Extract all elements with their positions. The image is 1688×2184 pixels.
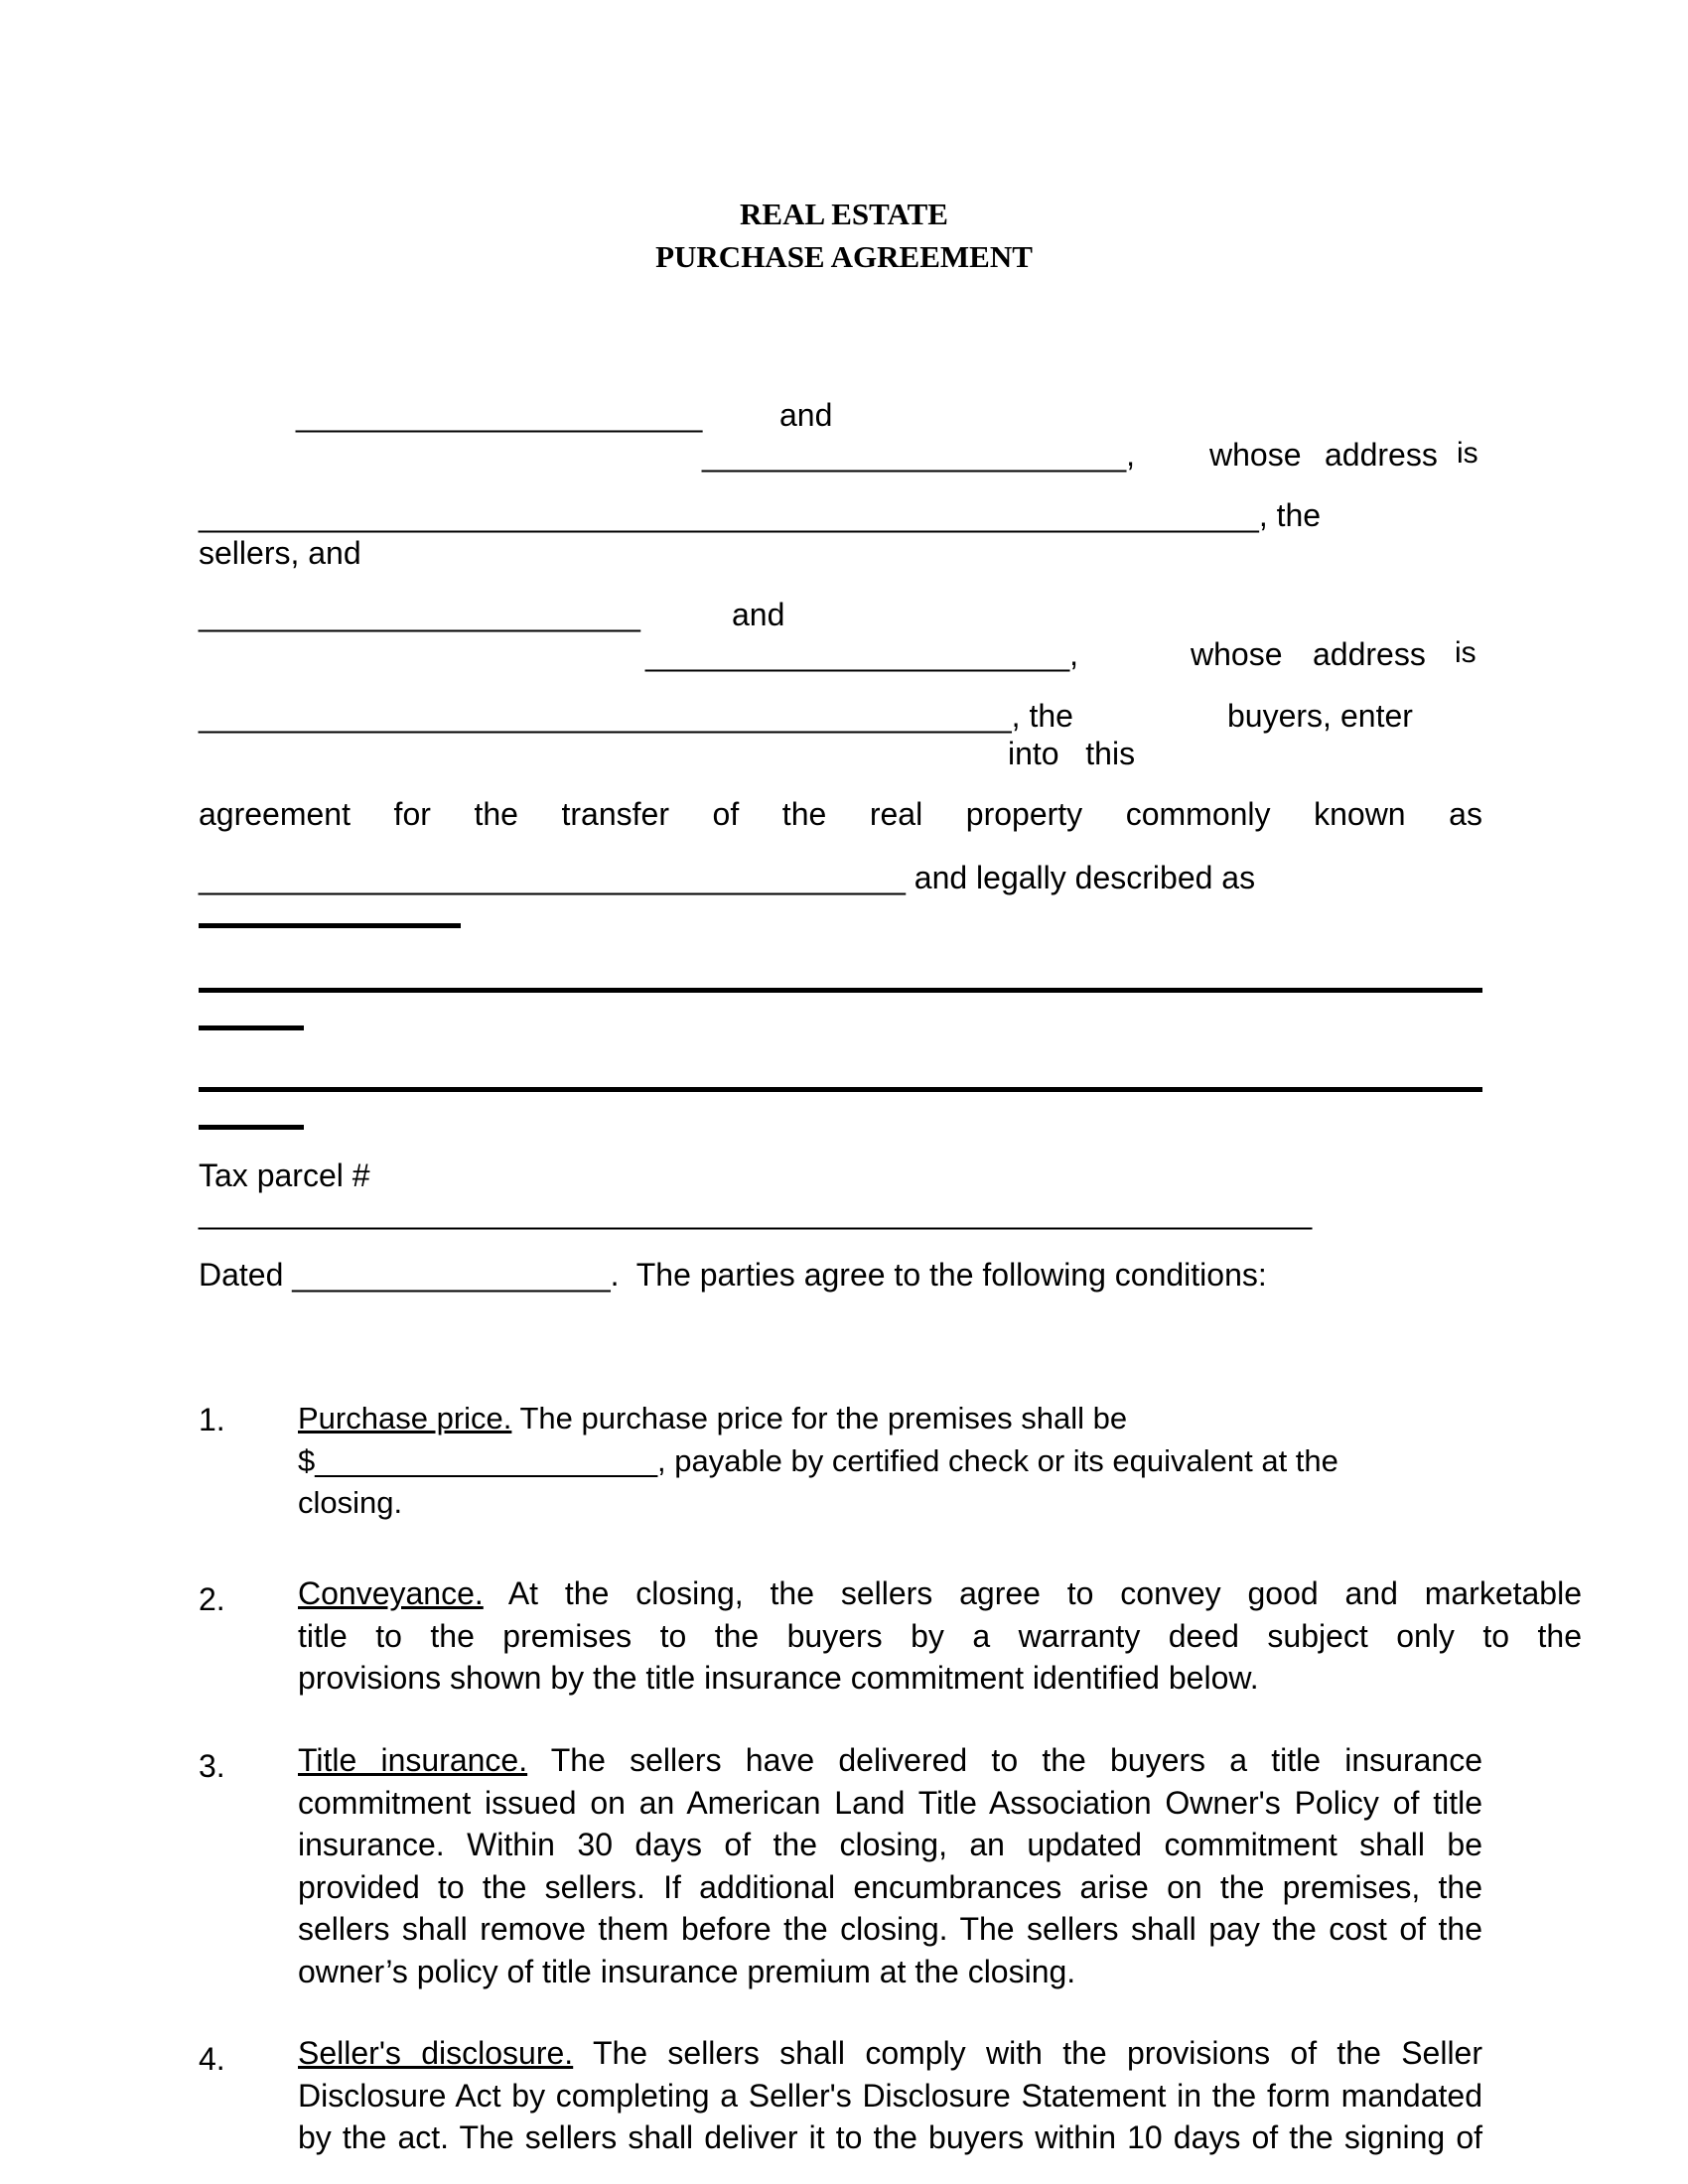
tax-parcel-label: Tax parcel # <box>199 1158 370 1193</box>
agreement-word: of <box>712 796 740 832</box>
condition-heading: Seller's disclosure. <box>298 2035 574 2071</box>
buyer-name-blank-1[interactable]: _________________________ <box>199 597 640 632</box>
into-this-text: into this <box>1008 736 1136 771</box>
condition-text: title to the premises to the buyers by a warranty deed subject only to the <box>298 1617 1582 1654</box>
agreement-word: transfer <box>561 796 669 832</box>
condition-conveyance <box>298 1572 1582 1700</box>
buyer-name-blank-2[interactable]: ________________________, <box>645 636 1079 672</box>
condition-text: The sellers have delivered to the buyers a title insurance <box>527 1742 1483 1778</box>
condition-heading: Conveyance. <box>298 1575 484 1611</box>
legal-description-blank-line[interactable] <box>199 1025 304 1030</box>
condition-text: by the act. The sellers shall deliver it to the buyers within 10 days of the signing of <box>298 2119 1482 2155</box>
agreement-word: agreement <box>199 796 351 832</box>
agreement-word: for <box>393 796 431 832</box>
condition-heading: Purchase price. <box>298 1401 512 1435</box>
condition-purchase-price <box>298 1396 1489 1523</box>
is-text-2: is <box>1455 636 1477 669</box>
condition-text: $____________________, payable by certified check or its equivalent at the <box>298 1442 1338 1478</box>
whose-text: whose <box>1209 437 1302 473</box>
agreement-word: real <box>869 796 923 832</box>
agreement-word: known <box>1314 796 1406 832</box>
condition-text: Disclosure Act by completing a Seller's Disclosure Statement in the form mandated <box>298 2077 1482 2114</box>
agreement-word: property <box>965 796 1083 832</box>
condition-number: 1. <box>199 1402 225 1437</box>
condition-text: commitment issued on an American Land Title Association Owner's Policy of title <box>298 1784 1482 1821</box>
condition-number: 4. <box>199 2041 225 2077</box>
seller-name-blank-2[interactable]: ________________________, <box>702 437 1136 473</box>
seller-address-blank[interactable]: ____________________________________________________________, the <box>199 497 1322 533</box>
tax-parcel-blank[interactable]: _______________________________________________________________ <box>199 1194 1313 1230</box>
and-text: and <box>779 397 833 433</box>
document-title-line-1: REAL ESTATE <box>740 197 948 231</box>
buyer-address-blank[interactable]: ______________________________________________, the <box>199 698 1073 734</box>
condition-heading: Title insurance. <box>298 1742 528 1778</box>
agreement-line <box>199 798 1482 830</box>
dated-line: Dated __________________. The parties agree to the following conditions: <box>199 1257 1267 1293</box>
seller-name-blank-1[interactable]: _______________________ <box>296 397 703 433</box>
condition-sellers-disclosure <box>298 2032 1482 2159</box>
property-blank[interactable]: ________________________________________ and legally described as <box>199 860 1256 895</box>
condition-text: owner’s policy of title insurance premium at the closing. <box>298 1953 1076 1989</box>
condition-number: 3. <box>199 1748 225 1784</box>
condition-text: The sellers shall comply with the provisions of the Seller <box>573 2035 1483 2071</box>
enter-text: enter <box>1340 698 1413 734</box>
condition-text: provided to the sellers. If additional encumbrances arise on the premises, the <box>298 1868 1482 1905</box>
condition-text: provisions shown by the title insurance commitment identified below. <box>298 1660 1259 1696</box>
condition-title-insurance <box>298 1739 1482 1992</box>
condition-text: insurance. Within 30 days of the closing, an updated commitment shall be <box>298 1827 1482 1862</box>
condition-number: 2. <box>199 1581 225 1617</box>
is-text: is <box>1457 437 1478 470</box>
condition-text: The purchase price for the premises shall be <box>511 1401 1128 1435</box>
legal-description-blank-line[interactable] <box>199 988 1482 993</box>
address-text: address <box>1325 437 1438 473</box>
legal-description-blank-line[interactable] <box>199 1087 1482 1092</box>
legal-description-blank-line[interactable] <box>199 1125 304 1130</box>
sellers-and-text: sellers, and <box>199 535 361 571</box>
agreement-word: as <box>1449 796 1482 832</box>
condition-text: sellers shall remove them before the closing. The sellers shall pay the cost of the <box>298 1911 1482 1947</box>
whose-text-2: whose <box>1191 636 1283 672</box>
address-text-2: address <box>1313 636 1426 672</box>
agreement-word: the <box>474 796 518 832</box>
condition-text: closing. <box>298 1485 403 1520</box>
and-text-2: and <box>732 597 785 632</box>
buyers-text: buyers, <box>1227 698 1332 734</box>
agreement-word: the <box>781 796 827 832</box>
agreement-word: commonly <box>1125 796 1271 832</box>
document-title-line-2: PURCHASE AGREEMENT <box>655 239 1033 274</box>
legal-description-blank-line[interactable] <box>199 923 461 928</box>
condition-text: At the closing, the sellers agree to convey good and marketable <box>483 1575 1582 1611</box>
